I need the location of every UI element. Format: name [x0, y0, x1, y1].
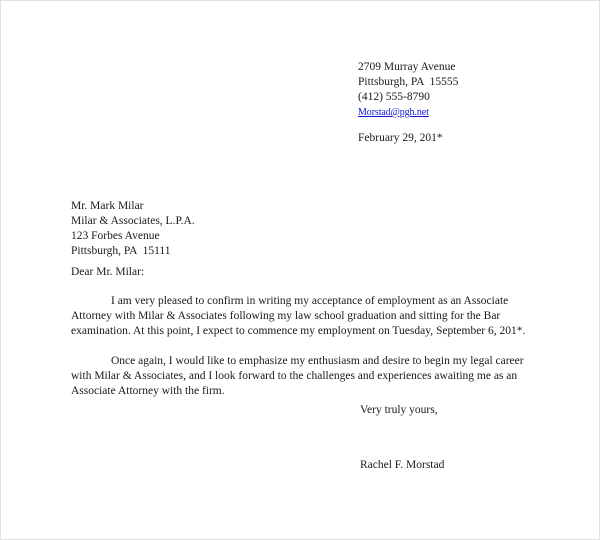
recipient-city-state-zip: Pittsburgh, PA 15111 [71, 245, 171, 257]
signature-name: Rachel F. Morstad [360, 459, 445, 471]
body-paragraph-1: I am very pleased to confirm in writing my acceptance of employment as an Associate Attorney with Milar & Associates following my law school graduation and sitting for the Bar examination. At this point, I expect to commence my employment on Tuesday, September 6, 201*. [71, 295, 526, 337]
sender-address-block [358, 60, 458, 120]
letter-date: February 29, 201* [358, 132, 443, 144]
salutation: Dear Mr. Milar: [71, 266, 145, 278]
closing-phrase: Very truly yours, [360, 404, 438, 416]
sender-phone: (412) 555-8790 [358, 91, 430, 103]
email-hyperlink[interactable]: Morstad@pgh.net [358, 107, 429, 118]
letter-body [1, 1, 600, 540]
sender-street: 2709 Murray Avenue [358, 61, 456, 73]
body-paragraph-2: Once again, I would like to emphasize my enthusiasm and desire to begin my legal career with Milar & Associates, and I look forward to the challenges and experiences awaiting me as an Associate Attorney with the firm. [71, 355, 524, 397]
sender-city-state-zip: Pittsburgh, PA 15555 [358, 76, 459, 88]
sender-email-line [358, 105, 458, 120]
recipient-company: Milar & Associates, L.P.A. [71, 215, 195, 227]
recipient-name: Mr. Mark Milar [71, 200, 144, 212]
recipient-address-block [71, 199, 195, 259]
recipient-street: 123 Forbes Avenue [71, 230, 160, 242]
letter-body-text [71, 294, 537, 399]
